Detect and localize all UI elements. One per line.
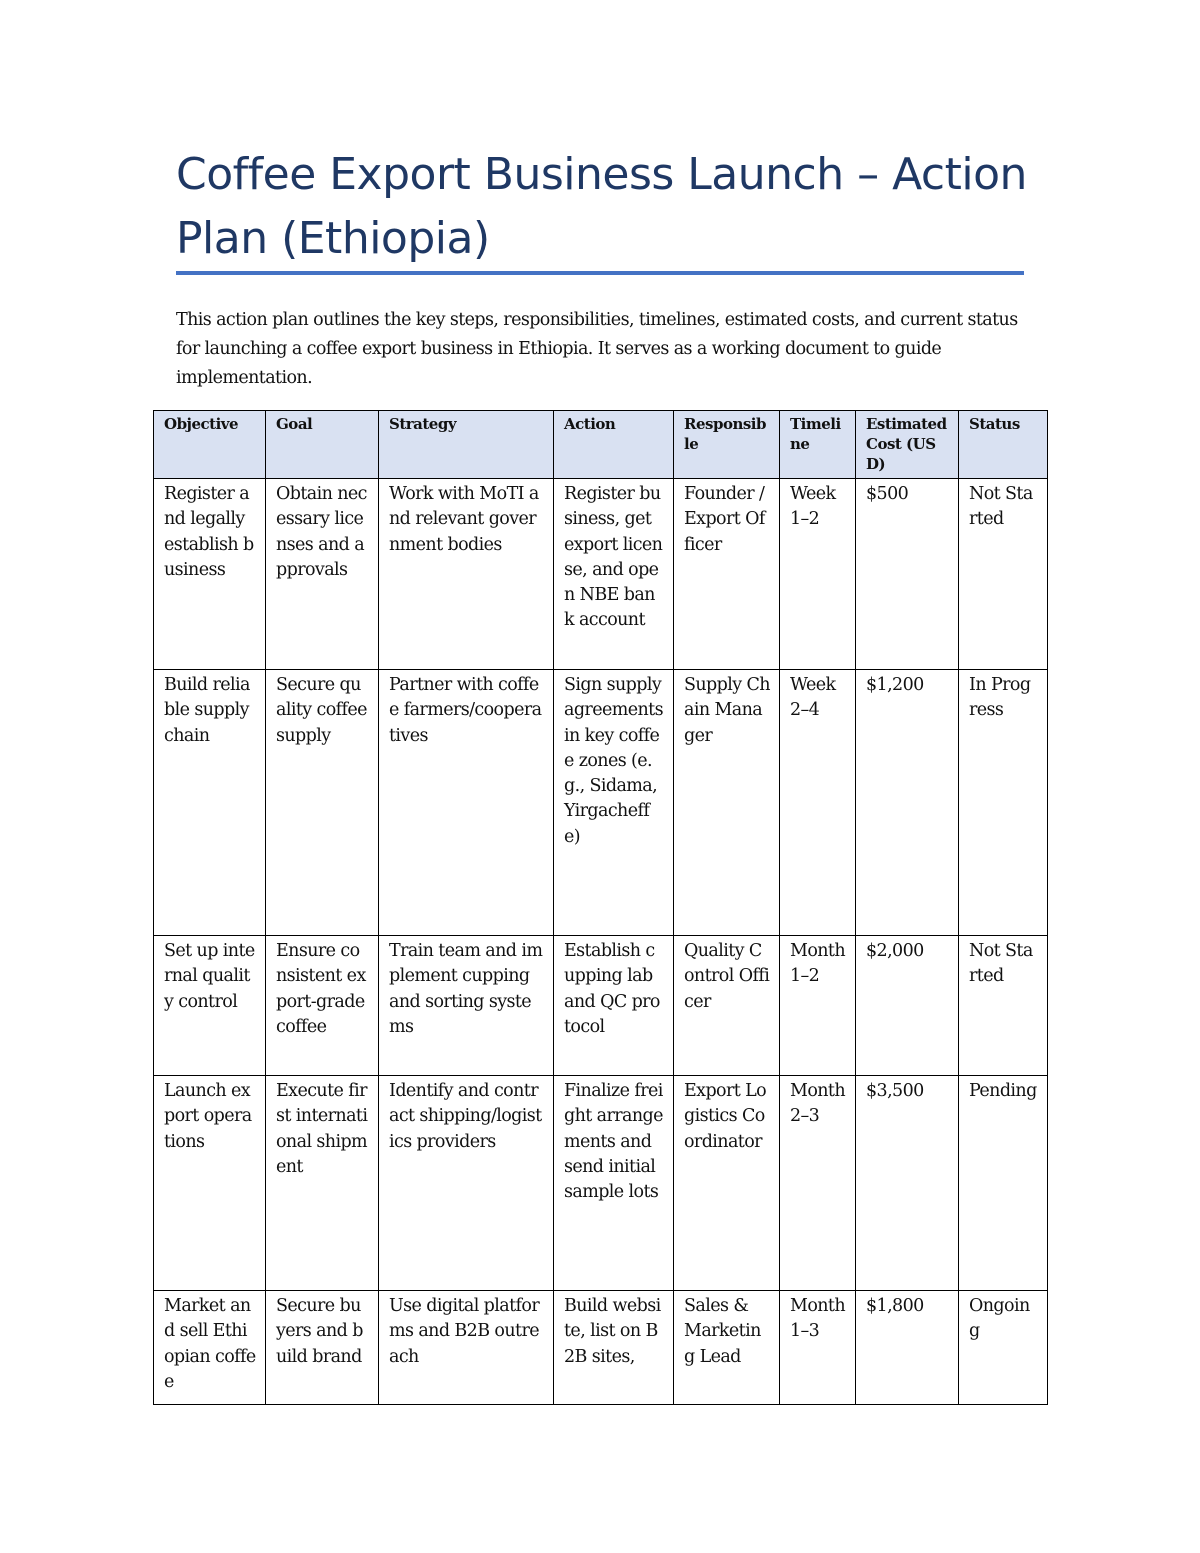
cell-responsible: Supply Chain Manager: [674, 670, 780, 936]
cell-action: Finalize freight arrangements and send initial sample lots: [554, 1076, 674, 1291]
cell-goal: Obtain necessary licenses and approvals: [266, 479, 379, 670]
cell-status: Not Started: [959, 479, 1048, 670]
cell-estimated-cost: $500: [856, 479, 959, 670]
table-row: [154, 1291, 1048, 1405]
cell-responsible: Sales & Marketing Lead: [674, 1291, 780, 1405]
table-row: [154, 479, 1048, 670]
table-header-row: [154, 411, 1048, 479]
cell-status: Ongoing: [959, 1291, 1048, 1405]
table-row: [154, 670, 1048, 936]
cell-strategy: Partner with coffee farmers/cooperatives: [379, 670, 554, 936]
cell-objective: Register and legally establish business: [154, 479, 266, 670]
table-row: [154, 1076, 1048, 1291]
cell-objective: Launch export operations: [154, 1076, 266, 1291]
document-title: Coffee Export Business Launch – Action Plan (Ethiopia): [176, 149, 1027, 264]
header-goal: Goal: [266, 411, 379, 479]
cell-estimated-cost: $1,800: [856, 1291, 959, 1405]
cell-status: Not Started: [959, 936, 1048, 1076]
cell-action: Register business, get export license, and open NBE bank account: [554, 479, 674, 670]
cell-strategy: Use digital platforms and B2B outreach: [379, 1291, 554, 1405]
cell-responsible: Export Logistics Coordinator: [674, 1076, 780, 1291]
cell-estimated-cost: $1,200: [856, 670, 959, 936]
table-row: [154, 936, 1048, 1076]
cell-status: In Progress: [959, 670, 1048, 936]
header-objective: Objective: [154, 411, 266, 479]
cell-timeline: Month 1–3: [780, 1291, 856, 1405]
cell-estimated-cost: $3,500: [856, 1076, 959, 1291]
title-underline: [176, 271, 1024, 275]
action-plan-table: [153, 410, 1048, 1405]
cell-status: Pending: [959, 1076, 1048, 1291]
cell-estimated-cost: $2,000: [856, 936, 959, 1076]
cell-goal: Secure quality coffee supply: [266, 670, 379, 936]
cell-strategy: Identify and contract shipping/logistics providers: [379, 1076, 554, 1291]
cell-responsible: Quality Control Officer: [674, 936, 780, 1076]
header-timeline: Timeline: [780, 411, 856, 479]
cell-strategy: Train team and implement cupping and sorting systems: [379, 936, 554, 1076]
cell-goal: Secure buyers and build brand: [266, 1291, 379, 1405]
cell-timeline: Month 2–3: [780, 1076, 856, 1291]
header-responsible: Responsible: [674, 411, 780, 479]
intro-paragraph: This action plan outlines the key steps, responsibilities, timelines, estimated costs, and current status for launching a coffee export business in Ethiopia. It serves as a working document to guide implementation.: [176, 310, 1018, 388]
header-strategy: Strategy: [379, 411, 554, 479]
cell-objective: Set up internal quality control: [154, 936, 266, 1076]
cell-strategy: Work with MoTI and relevant government bodies: [379, 479, 554, 670]
cell-timeline: Month 1–2: [780, 936, 856, 1076]
header-estimated-cost: Estimated Cost (USD): [856, 411, 959, 479]
cell-timeline: Week 1–2: [780, 479, 856, 670]
cell-action: Establish cupping lab and QC protocol: [554, 936, 674, 1076]
cell-goal: Ensure consistent export-grade coffee: [266, 936, 379, 1076]
header-status: Status: [959, 411, 1048, 479]
cell-goal: Execute first international shipment: [266, 1076, 379, 1291]
cell-responsible: Founder / Export Officer: [674, 479, 780, 670]
cell-objective: Market and sell Ethiopian coffee: [154, 1291, 266, 1405]
cell-action: Build website, list on B2B sites,: [554, 1291, 674, 1405]
header-action: Action: [554, 411, 674, 479]
cell-timeline: Week 2–4: [780, 670, 856, 936]
cell-objective: Build reliable supply chain: [154, 670, 266, 936]
cell-action: Sign supply agreements in key coffee zones (e.g., Sidama, Yirgacheffe): [554, 670, 674, 936]
